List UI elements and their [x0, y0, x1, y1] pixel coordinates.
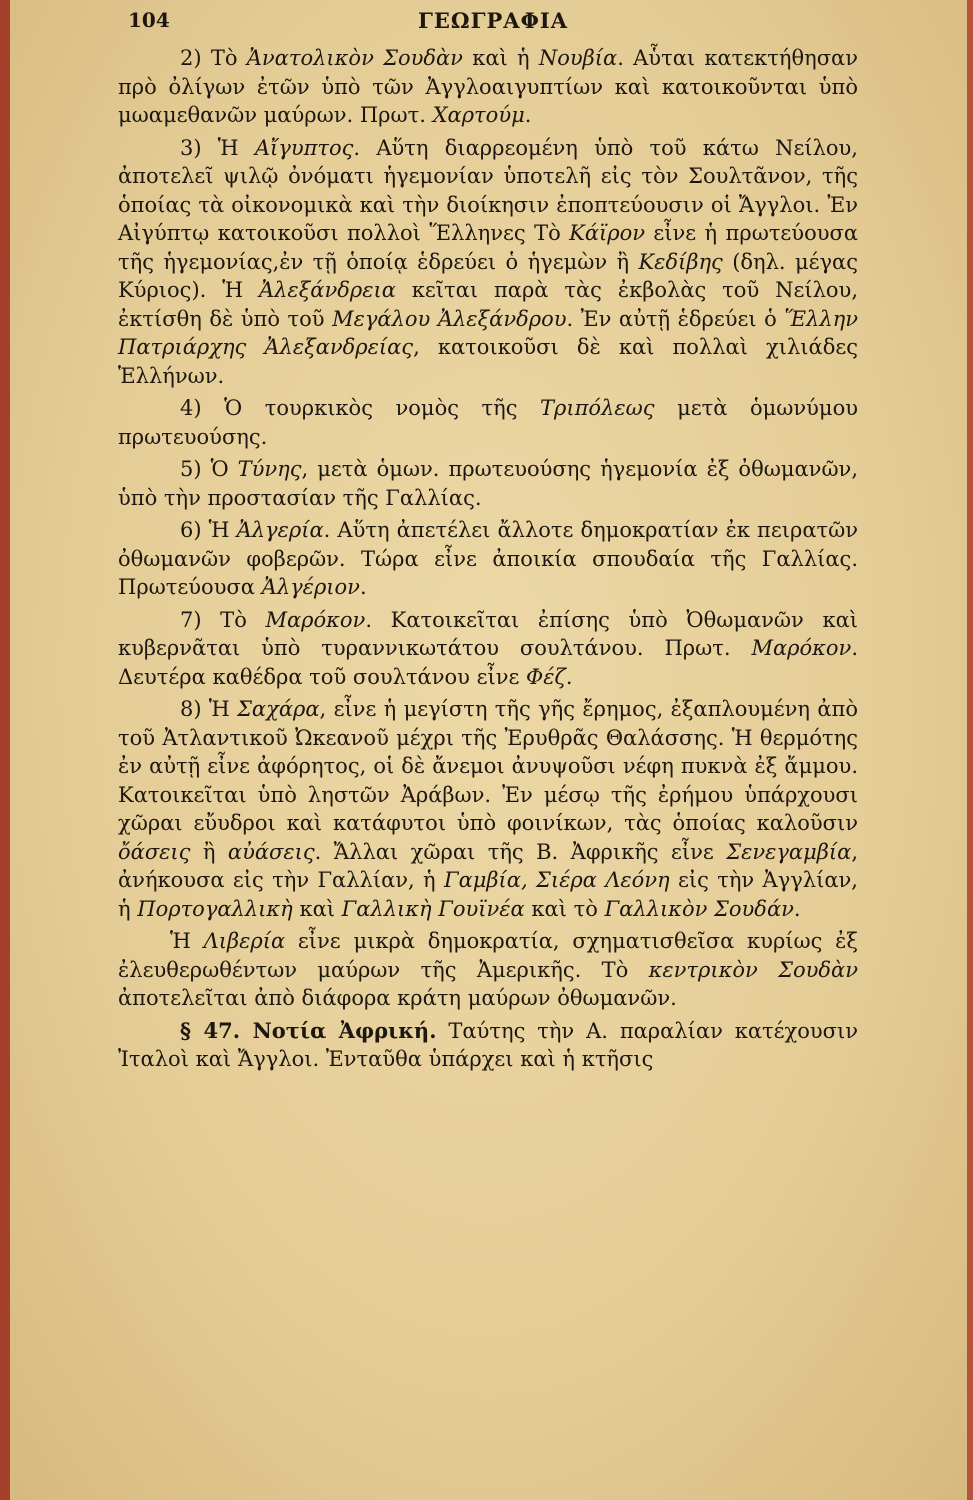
- body-text: [118, 44, 858, 1078]
- paragraph-3-egypt: 3) Ἡ Αἴγυπτος. Αὕτη διαρρεομένη ὑπὸ τοῦ κάτω Νείλου, ἀποτελεῖ ψιλῷ ὀνόματι ἡγεμονίαν ὑποτελῆ εἰς τὸν Σουλτᾶνον, τῆς ὁποίας τὰ οἰκονομικὰ καὶ τὴν διοίκησιν ἐποπτεύουσιν οἱ Ἄγγλοι. Ἐν Αἰγύπτῳ κατοικοῦσι πολλοὶ Ἕλληνες Τὸ Κάϊρον εἶνε ἡ πρωτεύουσα τῆς ἡγεμονίας,ἐν τῇ ὁποίᾳ ἑδρεύει ὁ ἡγεμὼν ἢ Κεδίβης (δηλ. μέγας Κύριος). Ἡ Ἀλεξάνδρεια κεῖται παρὰ τὰς ἐκβολὰς τοῦ Νείλου, ἐκτίσθη δὲ ὑπὸ τοῦ Μεγάλου Ἀλεξάνδρου. Ἐν αὐτῇ ἑδρεύει ὁ Ἕλλην Πατριάρχης Ἀλεξανδρείας, κατοικοῦσι δὲ καὶ πολλαὶ χιλιάδες Ἑλλήνων.: [118, 135, 859, 388]
- place-name: Σαχάρα: [237, 697, 320, 721]
- term: αὐάσεις: [227, 839, 315, 864]
- term: ὄάσεις: [118, 839, 191, 864]
- place-name: Ἀνατολικὸν Σουδὰν: [246, 46, 463, 70]
- capital-name: Χαρτούμ: [432, 103, 525, 127]
- place-name: Μαρόκον: [265, 607, 366, 632]
- section-heading: § 47. Νοτία Ἀφρική.: [180, 1017, 437, 1043]
- title-name: Κεδίβης: [638, 249, 723, 274]
- place-name: Αἴγυπτος: [254, 135, 354, 160]
- place-name: Νουβία: [538, 46, 618, 70]
- paragraph-liberia: Ἡ Λιβερία εἶνε μικρὰ δημοκρατία, σχηματισθεῖσα κυρίως ἐξ ἐλευθερωθέντων μαύρων τῆς Ἀμερικῆς. Τὸ κεντρικὸν Σουδὰν ἀποτελεῖται ἀπὸ διάφορα κράτη μαύρων ὀθωμανῶν.: [118, 929, 858, 1010]
- capital-name: Μαρόκον: [751, 636, 852, 660]
- place-name: Σενεγαμβία: [726, 839, 852, 864]
- page-header: [128, 8, 863, 34]
- page-number: 104: [128, 8, 170, 32]
- place-name: Τριπόλεως: [540, 396, 655, 420]
- person-name: Μεγάλου Ἀλεξάνδρου: [332, 306, 567, 331]
- paragraph-7-morocco: 7) Τὸ Μαρόκον. Κατοικεῖται ἐπίσης ὑπὸ Ὀθωμανῶν καὶ κυβερνᾶται ὑπὸ τυραννικωτάτου σουλτάνου. Πρωτ. Μαρόκον. Δευτέρα καθέδρα τοῦ σουλτάνου εἶνε Φέζ.: [118, 607, 858, 689]
- place-name: Ἀλεξάνδρεια: [258, 278, 396, 302]
- paragraph-8-sahara: 8) Ἡ Σαχάρα, εἶνε ἡ μεγίστη τῆς γῆς ἔρημος, ἐξαπλουμένη ἀπὸ τοῦ Ἀτλαντικοῦ Ὠκεανοῦ μέχρι τῆς Ἐρυθρᾶς Θαλάσσης. Ἡ θερμότης ἐν αὐτῇ εἶνε ἀφόρητος, οἱ δὲ ἄνεμοι ἀνυψοῦσι νέφη πυκνὰ ἐξ ἄμμου. Κατοικεῖται ὑπὸ ληστῶν Ἀράβων. Ἐν μέσῳ τῆς ἐρήμου ὑπάρχουσι χῶραι εὔυδροι καὶ κατάφυτοι ὑπὸ φοινίκων, τὰς ὁποίας καλοῦσιν ὄάσεις ἢ αὐάσεις. Ἄλλαι χῶραι τῆς Β. Ἀφρικῆς εἶνε Σενεγαμβία, ἀνήκουσα εἰς τὴν Γαλλίαν, ἡ Γαμβία, Σιέρα Λεόνη εἰς τὴν Ἀγγλίαν, ἡ Πορτογαλλικὴ καὶ Γαλλικὴ Γουϊνέα καὶ τὸ Γαλλικὸν Σουδάν.: [118, 697, 858, 921]
- place-name: Λιβερία: [203, 929, 286, 953]
- paragraph-6-algeria: 6) Ἡ Ἀλγερία. Αὕτη ἀπετέλει ἄλλοτε δημοκρατίαν ἐκ πειρατῶν ὀθωμανῶν φοβερῶν. Τώρα εἶνε ἀποικία σπουδαία τῆς Γαλλίας. Πρωτεύουσα Ἀλγέριον.: [118, 518, 859, 599]
- place-name: Γαμβία, Σιέρα Λεόνη: [444, 868, 670, 892]
- place-name: Ἀλγερία: [236, 518, 324, 542]
- place-name: Τύνης: [237, 457, 302, 481]
- place-name: Πορτογαλλικὴ: [137, 896, 293, 921]
- title-name: Ἕλλην Πατριάρχης Ἀλεξανδρείας: [118, 306, 859, 359]
- place-name: Γαλλικὸν Σουδάν: [604, 896, 794, 921]
- section-47-south-africa: § 47. Νοτία Ἀφρική. Ταύτης τὴν Α. παραλίαν κατέχουσιν Ἰταλοὶ καὶ Ἄγγλοι. Ἐνταῦθα ὑπάρχει καὶ ἡ κτῆσις: [118, 1017, 858, 1071]
- page-edge-left: [0, 0, 10, 1500]
- page-edge-right: [967, 0, 973, 1500]
- paragraph-4-tripoli: 4) Ὁ τουρκικὸς νομὸς τῆς Τριπόλεως μετὰ ὁμωνύμου πρωτευούσης.: [118, 396, 858, 449]
- paragraph-5-tunis: 5) Ὁ Τύνης, μετὰ ὁμων. πρωτευούσης ἡγεμονία ἐξ ὀθωμανῶν, ὑπὸ τὴν προστασίαν τῆς Γαλλίας.: [118, 457, 859, 510]
- place-name: Κάϊρον: [569, 221, 645, 245]
- running-title: ΓΕΩΓΡΑΦΙΑ: [418, 8, 569, 33]
- place-name: Γαλλικὴ Γουϊνέα: [341, 896, 525, 921]
- capital-name: Ἀλγέριον: [261, 575, 360, 599]
- paragraph-2-sudan-nubia: 2) Τὸ Ἀνατολικὸν Σουδὰν καὶ ἡ Νουβία. Αὗται κατεκτήθησαν πρὸ ὀλίγων ἐτῶν ὑπὸ τῶν Ἀγγλοαιγυπτίων καὶ κατοικοῦνται ὑπὸ μωαμεθανῶν μαύρων. Πρωτ. Χαρτούμ.: [118, 46, 858, 127]
- place-name: κεντρικὸν Σουδὰν: [648, 957, 858, 982]
- place-name: Φέζ: [526, 664, 566, 689]
